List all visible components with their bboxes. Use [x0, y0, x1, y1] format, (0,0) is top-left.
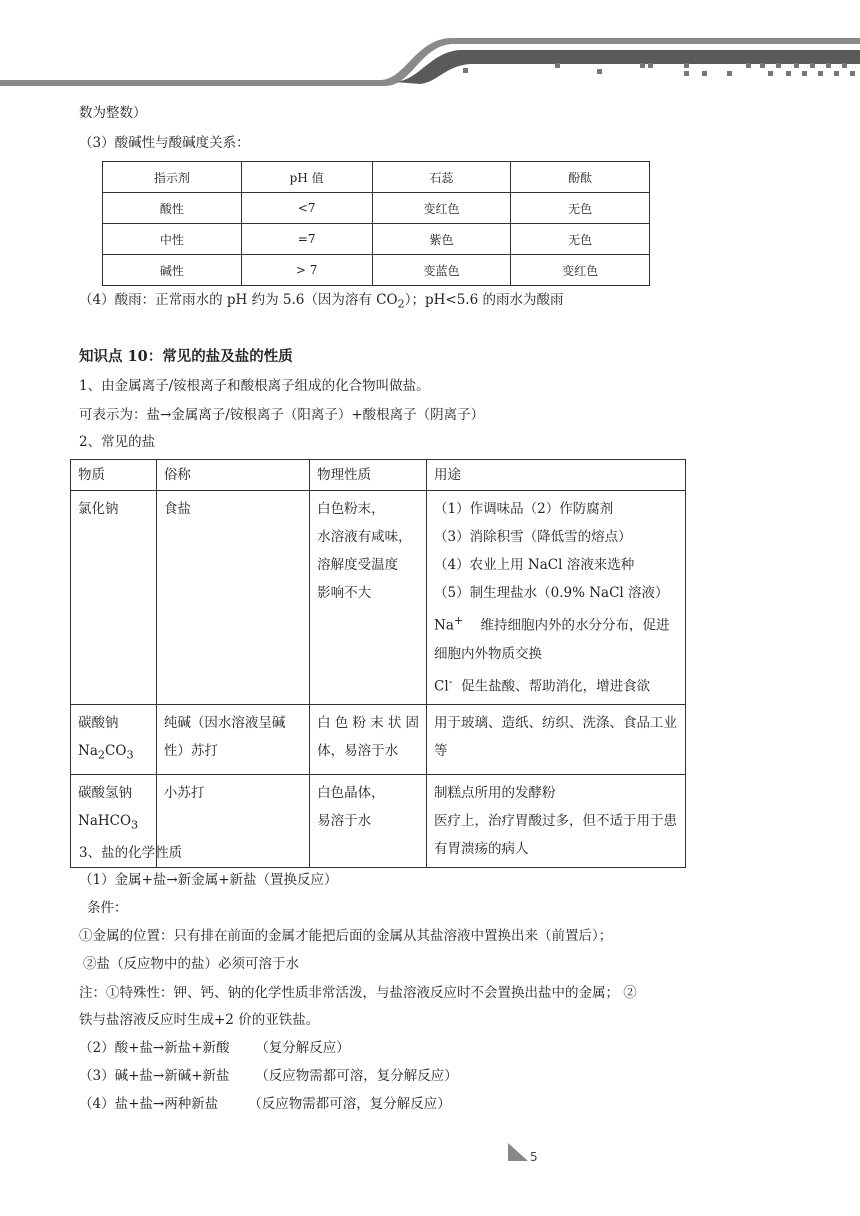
header-cell: 用途	[427, 460, 686, 491]
properties-cell	[310, 774, 427, 867]
table-row	[71, 705, 686, 775]
table-cell: 变红色	[511, 255, 650, 286]
acid-rain-text: ）；pH<5.6 的雨水为酸雨	[404, 292, 564, 308]
note-line-1: 注：①特殊性：钾、钙、钠的化学性质非常活泼，与盐溶液反应时不会置换出盐中的金属； ②	[79, 985, 637, 1001]
reaction-2: （2）酸+盐→新盐+新酸 （复分解反应）	[79, 1040, 350, 1056]
reaction-4: （4）盐+盐→两种新盐 （反应物需都可溶，复分解反应）	[79, 1096, 451, 1112]
chemical-properties-title: 3、盐的化学性质	[79, 845, 183, 861]
section-label: 知识点 10	[79, 348, 148, 365]
common-salts-table	[70, 459, 686, 868]
property-line: 水溶液有咸味，	[317, 529, 412, 545]
definition-1: 1、由金属离子/铵根离子和酸根离子组成的化合物叫做盐。	[79, 378, 430, 394]
definition-2: 可表示为：盐→金属离子/铵根离子（阳离子）+酸根离子（阴离子）	[79, 407, 485, 423]
table-header-row	[103, 162, 650, 193]
alias-cell: 小苏打	[156, 774, 309, 867]
ion-charge: +	[453, 614, 464, 627]
condition-1: ①金属的位置：只有排在前面的金属才能把后面的金属从其盐溶液中置换出来（前置后）；	[79, 928, 613, 944]
alias-cell: 纯碱（因水溶液呈碱性）苏打	[156, 705, 309, 775]
header-cell: 物理性质	[310, 460, 427, 491]
chemical-formula	[78, 737, 149, 770]
ion-description: 维持细胞内外的水分分布，促进细胞内外物质交换	[434, 617, 670, 662]
table-cell: 碱性	[103, 255, 242, 286]
reaction-1: （1）金属+盐→新金属+新盐（置换反应）	[79, 872, 338, 888]
section-heading	[79, 347, 293, 367]
property-line: 白色晶体，	[317, 784, 385, 801]
ion-symbol: Cl	[434, 678, 449, 694]
substance-cell	[71, 705, 157, 775]
condition-2: ②盐（反应物中的盐）必须可溶于水	[83, 956, 299, 972]
substance-name: 碳酸钠	[78, 715, 119, 731]
ion-description: 促生盐酸、帮助消化，增进食欲	[452, 678, 651, 694]
table-cell: 无色	[511, 193, 650, 224]
subscript: 2	[397, 297, 405, 311]
table-cell: 紫色	[372, 224, 511, 255]
property-line: 溶解度受温度	[317, 557, 399, 573]
table-cell: 酸性	[103, 193, 242, 224]
common-salts-title: 2、常见的盐	[79, 434, 156, 450]
table-cell: 中性	[103, 224, 242, 255]
uses-cell	[427, 491, 686, 705]
header-cell: 俗称	[156, 460, 309, 491]
property-line: 影响不大	[317, 585, 372, 601]
note-line-2: 铁与盐溶液反应时生成+2 价的亚铁盐。	[79, 1012, 320, 1028]
use-line: （5）制生理盐水（0.9% NaCl 溶液）	[434, 585, 669, 601]
ph-indicator-table	[102, 161, 650, 286]
sodium-ion-line	[434, 607, 678, 668]
acid-rain-line	[79, 290, 563, 315]
properties-cell	[310, 491, 427, 705]
ion-charge: -	[448, 674, 453, 688]
chemical-formula	[78, 807, 149, 840]
uses-cell: 用于玻璃、造纸、纺织、洗涤、食品工业等	[427, 705, 686, 775]
table-header-row	[71, 460, 686, 491]
header-cell: 指示剂	[103, 162, 242, 193]
substance-name: 碳酸氢钠	[78, 784, 132, 801]
table-row	[71, 491, 686, 705]
subscript: 3	[126, 748, 134, 762]
formula-part: Na	[78, 743, 98, 759]
formula-part: NaHCO	[78, 812, 132, 829]
condition-label: 条件：	[87, 900, 128, 916]
chloride-ion-line	[434, 668, 678, 701]
subscript: 3	[131, 818, 139, 832]
uses-cell	[427, 774, 686, 867]
use-line: 医疗上，治疗胃酸过多，但不适于用于患有胃溃疡的病人	[434, 812, 678, 857]
item-3-title: （3）酸碱性与酸碱度关系：	[79, 135, 250, 151]
header-cell: 物质	[71, 460, 157, 491]
section-title: ：常见的盐及盐的性质	[147, 348, 293, 365]
properties-cell: 白色粉末状固体，易溶于水	[310, 705, 427, 775]
use-line: （3）消除积雪（降低雪的熔点）	[434, 529, 632, 545]
table-cell: <7	[241, 193, 372, 224]
formula-part: CO	[105, 743, 127, 759]
intro-continuation: 数为整数）	[79, 105, 147, 121]
ion-symbol: Na	[434, 617, 454, 634]
use-line: 制糕点所用的发酵粉	[434, 784, 556, 801]
use-line: （4）农业上用 NaCl 溶液来选种	[434, 557, 635, 573]
table-row	[103, 193, 650, 224]
table-row	[103, 224, 650, 255]
property-line: 易溶于水	[317, 812, 372, 829]
header-cell: 石蕊	[372, 162, 511, 193]
header-cell: pH 值	[241, 162, 372, 193]
property-line: 白色粉末，	[317, 501, 385, 517]
page-corner-icon	[508, 1143, 528, 1161]
alias-cell: 食盐	[156, 491, 309, 705]
reaction-3: （3）碱+盐→新碱+新盐 （反应物需都可溶，复分解反应）	[79, 1068, 458, 1084]
table-cell: 变红色	[372, 193, 511, 224]
table-cell: =7	[241, 224, 372, 255]
subscript: 2	[97, 748, 106, 762]
header-decoration	[0, 0, 860, 90]
table-cell: 变蓝色	[372, 255, 511, 286]
use-line: （1）作调味品（2）作防腐剂	[434, 501, 614, 517]
table-cell: 无色	[511, 224, 650, 255]
table-cell: > 7	[241, 255, 372, 286]
header-cell: 酚酞	[511, 162, 650, 193]
page-number: 5	[530, 1150, 538, 1164]
acid-rain-text: （4）酸雨：正常雨水的 pH 约为 5.6（因为溶有 CO	[79, 292, 398, 308]
table-row	[103, 255, 650, 286]
substance-cell: 氯化钠	[71, 491, 157, 705]
